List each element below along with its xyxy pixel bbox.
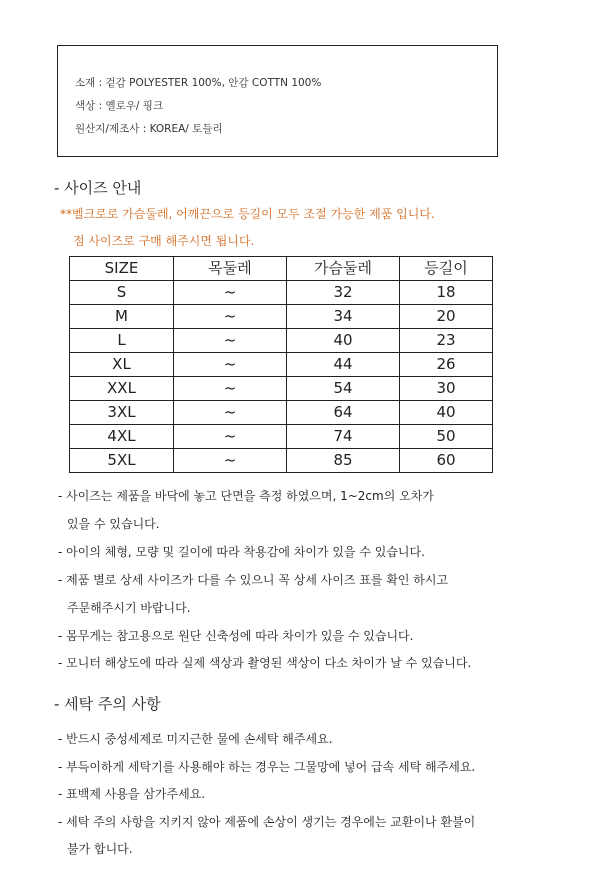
cell-back-length: 18 [400, 281, 493, 305]
header-size: SIZE [70, 257, 174, 281]
cell-chest: 85 [287, 449, 400, 473]
header-back-length: 등길이 [400, 257, 493, 281]
care-item-1: - 반드시 중성세제로 미지근한 물에 손세탁 해주세요. [58, 732, 333, 746]
table-row [70, 449, 493, 473]
size-table-header-row [70, 257, 493, 281]
cell-back-length: 26 [400, 353, 493, 377]
cell-chest: 32 [287, 281, 400, 305]
cell-chest: 34 [287, 305, 400, 329]
cell-back-length: 30 [400, 377, 493, 401]
care-item-2: - 부득이하게 세탁기를 사용해야 하는 경우는 그물망에 넣어 급속 세탁 해주세요. [58, 760, 476, 774]
table-row [70, 401, 493, 425]
cell-size: M [70, 305, 174, 329]
cell-chest: 40 [287, 329, 400, 353]
cell-chest: 64 [287, 401, 400, 425]
size-note-3-cont: 주문해주시기 바랍니다. [67, 601, 191, 615]
cell-back-length: 40 [400, 401, 493, 425]
cell-back-length: 50 [400, 425, 493, 449]
origin-info: 원산지/제조사 : KOREA/ 토들리 [75, 123, 223, 135]
table-row [70, 281, 493, 305]
cell-neck: ~ [174, 305, 287, 329]
care-item-4-cont: 불가 합니다. [67, 842, 133, 856]
table-row [70, 377, 493, 401]
size-note-1-cont: 있을 수 있습니다. [67, 517, 160, 531]
size-note-4: - 몸무게는 참고용으로 원단 신축성에 따라 차이가 있을 수 있습니다. [58, 629, 414, 643]
cell-size: 3XL [70, 401, 174, 425]
care-item-3: - 표백제 사용을 삼가주세요. [58, 787, 206, 801]
table-row [70, 329, 493, 353]
cell-size: XXL [70, 377, 174, 401]
cell-chest: 74 [287, 425, 400, 449]
cell-chest: 44 [287, 353, 400, 377]
size-table [69, 256, 493, 473]
care-item-4: - 세탁 주의 사항을 지키지 않아 제품에 손상이 생기는 경우에는 교환이나 환불이 [58, 815, 476, 829]
cell-neck: ~ [174, 377, 287, 401]
cell-back-length: 23 [400, 329, 493, 353]
cell-size: XL [70, 353, 174, 377]
cell-neck: ~ [174, 353, 287, 377]
cell-back-length: 60 [400, 449, 493, 473]
size-note-5: - 모니터 해상도에 따라 실제 색상과 촬영된 색상이 다소 차이가 날 수 있습니다. [58, 656, 472, 670]
table-row [70, 353, 493, 377]
size-notice-line1: **벨크로로 가슴둘레, 어깨끈으로 등길이 모두 조절 가능한 제품 입니다. [60, 207, 435, 221]
cell-size: L [70, 329, 174, 353]
color-info: 색상 : 옐로우/ 핑크 [75, 100, 164, 112]
cell-size: 5XL [70, 449, 174, 473]
material-info: 소재 : 겉감 POLYESTER 100%, 안감 COTTN 100% [75, 77, 322, 89]
cell-back-length: 20 [400, 305, 493, 329]
cell-neck: ~ [174, 329, 287, 353]
product-info-box [57, 45, 498, 157]
header-neck: 목둘레 [174, 257, 287, 281]
table-row [70, 425, 493, 449]
cell-neck: ~ [174, 281, 287, 305]
cell-size: 4XL [70, 425, 174, 449]
care-heading: - 세탁 주의 사항 [54, 695, 161, 713]
size-notice-line2: 점 사이즈로 구매 해주시면 됩니다. [73, 234, 255, 248]
size-guide-heading: - 사이즈 안내 [54, 179, 142, 197]
cell-chest: 54 [287, 377, 400, 401]
cell-neck: ~ [174, 401, 287, 425]
cell-neck: ~ [174, 449, 287, 473]
header-chest: 가슴둘레 [287, 257, 400, 281]
cell-neck: ~ [174, 425, 287, 449]
cell-size: S [70, 281, 174, 305]
table-row [70, 305, 493, 329]
size-note-1: - 사이즈는 제품을 바닥에 놓고 단면을 측정 하였으며, 1~2cm의 오차가 [58, 489, 434, 503]
size-note-3: - 제품 별로 상세 사이즈가 다를 수 있으니 꼭 상세 사이즈 표를 확인 하시고 [58, 573, 449, 587]
size-note-2: - 아이의 체형, 모량 및 길이에 따라 착용감에 차이가 있을 수 있습니다. [58, 545, 425, 559]
